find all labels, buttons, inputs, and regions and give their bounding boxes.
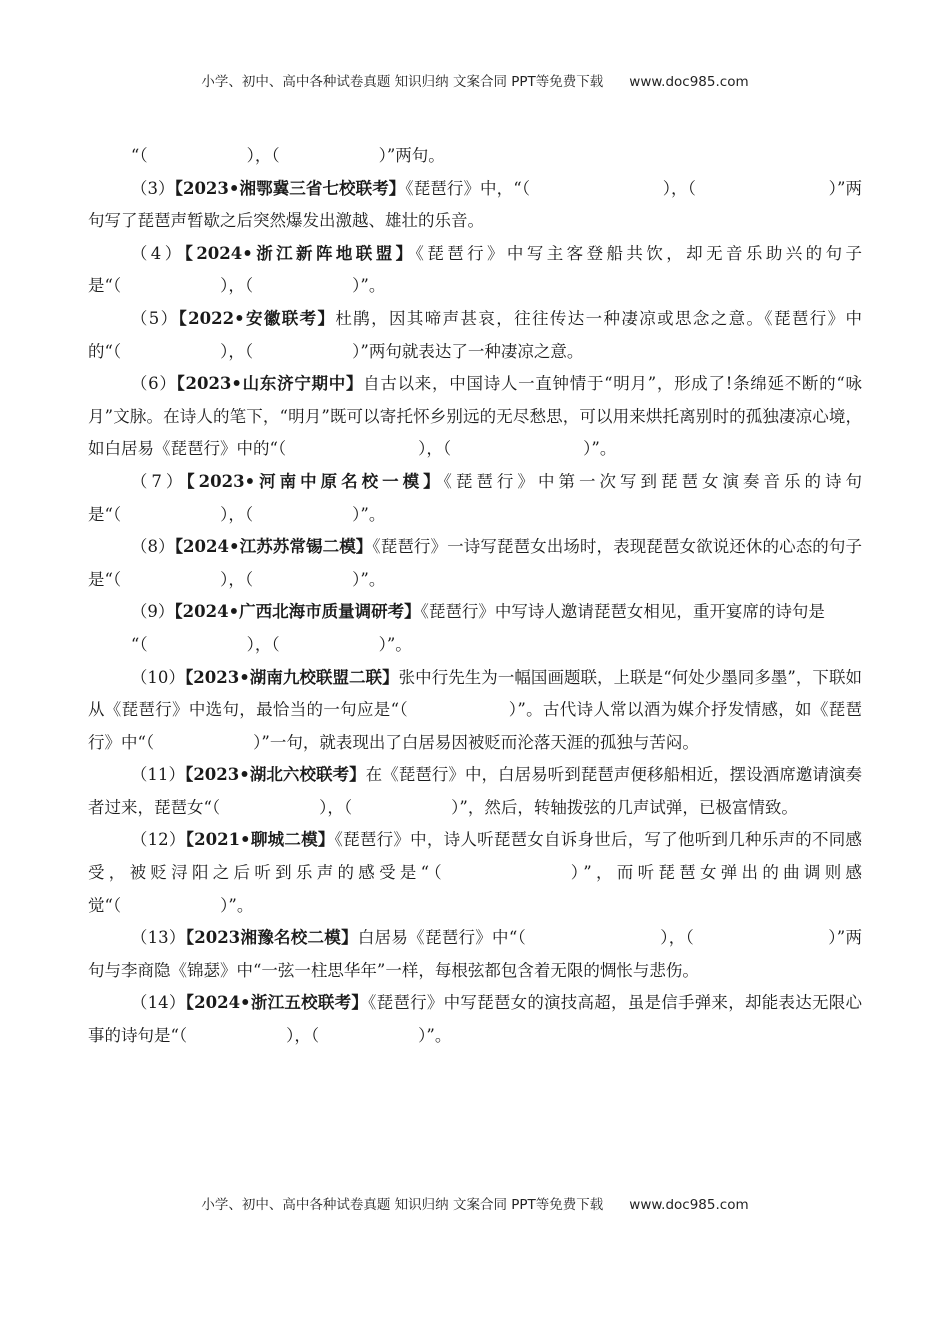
question-text: 杜鹃，因其啼声甚哀，往往传达一种凄凉或思念之意。《琵琶行》中的“（ ），（ ）”两句就表达了一种凄凉之意。 <box>88 308 862 361</box>
question-text: 《琵琶行》中写诗人邀请琵琶女相见，重开宴席的诗句是 <box>420 602 825 622</box>
question-source: 【2024•江苏苏常锡二模】 <box>174 537 373 557</box>
question-8 <box>88 531 862 596</box>
question-source: 【2023湘豫名校二模】 <box>185 928 358 948</box>
question-number: （3） <box>130 178 175 198</box>
question-number: （7） <box>130 471 187 491</box>
question-9-continuation: “（ ），（ ）”。 <box>130 634 412 654</box>
question-3 <box>88 173 862 238</box>
question-number: （13） <box>130 928 186 948</box>
question-text: 《琵琶行》中第一次写到琵琶女演奏音乐的诗句是“（ ），（ ）”。 <box>88 471 862 524</box>
question-5 <box>88 303 862 368</box>
question-source: 【2023•河南中原名校一模】 <box>186 471 444 491</box>
question-number: （14） <box>130 993 186 1013</box>
question-source: 【2024•浙江五校联考】 <box>185 993 369 1013</box>
question-source: 【2024•广西北海市质量调研考】 <box>174 602 421 622</box>
question-4 <box>88 238 862 303</box>
question-number: （11） <box>130 765 186 785</box>
question-source: 【2021•聊城二模】 <box>185 830 335 850</box>
question-source: 【2022•安徽联考】 <box>178 308 336 328</box>
question-number: （8） <box>130 537 175 557</box>
page-header <box>0 70 950 90</box>
question-number: （6） <box>130 374 177 394</box>
question-source: 【2023•湖南九校联盟二联】 <box>185 667 399 687</box>
question-text: 张中行先生为一幅国画题联，上联是“何处少墨同多墨”，下联如从《琵琶行》中选句，最恰当的一句应是“（ ）”。古代诗人常以酒为媒介抒发情感，如《琵琶行》中“（ ）”一句，就表现出了白居易因被贬而沦落天涯的孤独与苦闷。 <box>88 667 862 752</box>
question-source: 【2023•湖北六校联考】 <box>185 765 366 785</box>
question-9 <box>88 596 862 629</box>
question-text: 《琵琶行》一诗写琵琶女出场时，表现琵琶女欲说还休的心态的句子是“（ ），（ ）”。 <box>88 537 862 589</box>
question-12 <box>88 824 862 922</box>
footer-site-link[interactable]: www.doc985.com <box>629 1197 749 1213</box>
question-number: （5） <box>130 308 179 328</box>
question-number: （10） <box>130 667 185 687</box>
header-text: 小学、初中、高中各种试卷真题 知识归纳 文案合同 PPT等免费下载 <box>201 74 604 90</box>
question-source: 【2024•浙江新阵地联盟】 <box>184 243 416 263</box>
question-11 <box>88 759 862 824</box>
question-text: 《琵琶行》中写琵琶女的演技高超，虽是信手弹来，却能表达无限心事的诗句是“（ ），（ ）”。 <box>88 993 863 1046</box>
question-text: 在《琵琶行》中，白居易听到琵琶声便移船相近，摆设酒席邀请演奏者过来，琵琶女“（ ），（ ）”，然后，转轴拨弦的几声试弹，已极富情致。 <box>88 765 862 817</box>
question-13 <box>88 922 862 987</box>
question-text: 白居易《琵琶行》中“（ ），（ ）”两句与李商隐《锦瑟》中“一弦一柱思华年”一样，每根弦都包含着无限的惆怅与悲伤。 <box>88 928 862 980</box>
question-number: （12） <box>130 830 186 850</box>
question-text: 《琵琶行》中，“（ ），（ ）”两句写了琵琶声暂歇之后突然爆发出激越、雄壮的乐音。 <box>88 178 862 231</box>
question-7 <box>88 466 862 531</box>
question-number: （9） <box>130 602 175 622</box>
footer-text: 小学、初中、高中各种试卷真题 知识归纳 文案合同 PPT等免费下载 <box>201 1197 604 1213</box>
question-text: 《琵琶行》中，诗人听琵琶女自诉身世后，写了他听到几种乐声的不同感受，被贬浔阳之后听到乐声的感受是“（ ）”，而听琵琶女弹出的曲调则感觉“（ ）”。 <box>88 830 862 915</box>
question-list <box>88 140 862 1053</box>
question-14 <box>88 987 862 1052</box>
line-continuation: “（ ），（ ）”两句。 <box>130 146 445 165</box>
question-text: 自古以来，中国诗人一直钟情于“明月”，形成了!条绵延不断的“咏月”文脉。在诗人的笔下，“明月”既可以寄托怀乡别远的无尽愁思，可以用来烘托离别时的孤独凄凉心境，如白居易《琵琶行》中的“（ ），（ ）”。 <box>88 374 862 459</box>
question-source: 【2023•山东济宁期中】 <box>176 374 364 394</box>
question-source: 【2023•湘鄂冀三省七校联考】 <box>174 178 406 198</box>
question-text: 《琵琶行》中写主客登船共饮，却无音乐助兴的句子是“（ ），（ ）”。 <box>88 243 863 296</box>
question-10 <box>88 662 862 760</box>
question-number: （4） <box>130 243 185 263</box>
header-site-link[interactable]: www.doc985.com <box>629 74 749 90</box>
page-footer <box>0 1193 950 1213</box>
question-6 <box>88 368 862 466</box>
